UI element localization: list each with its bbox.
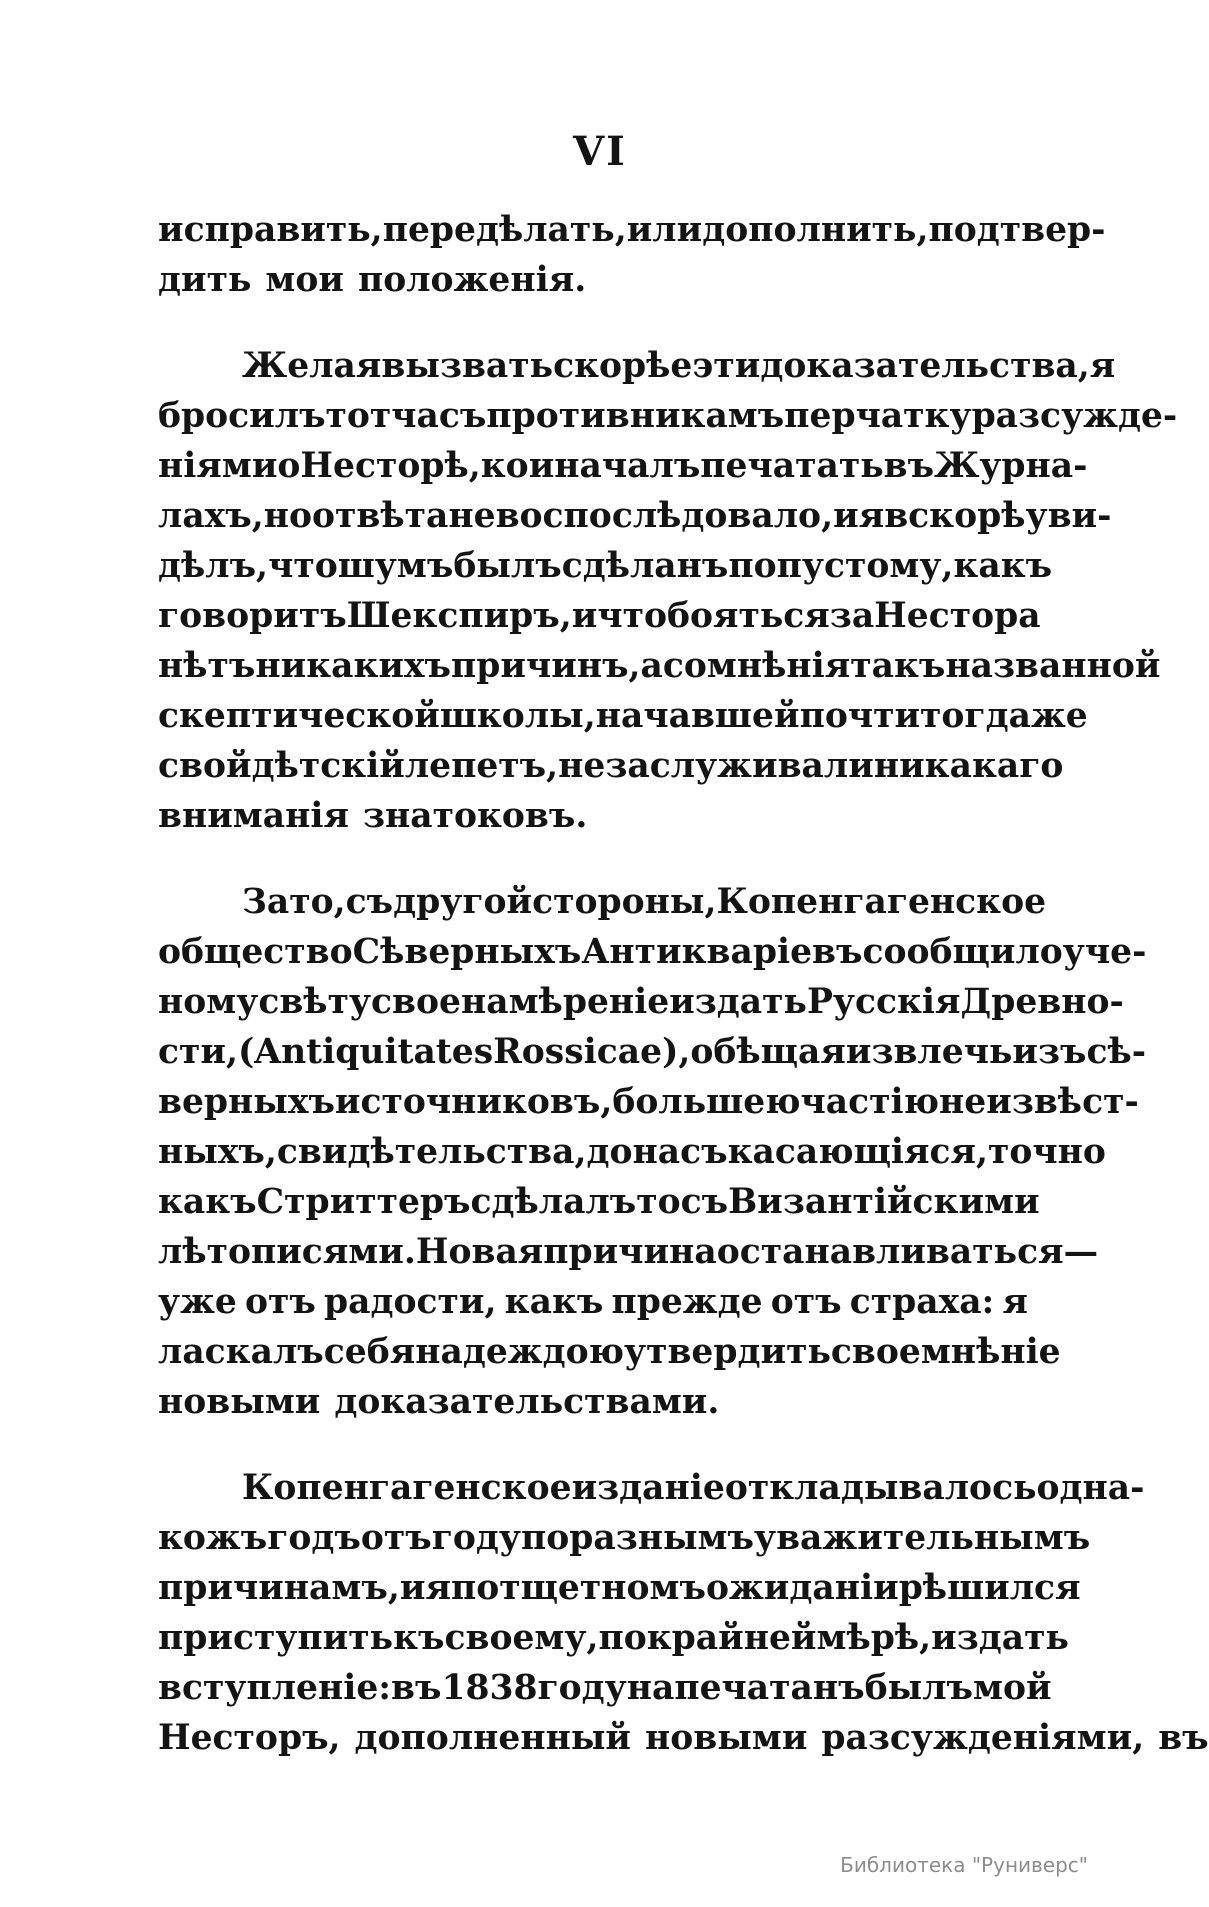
word: верныхъ: [158, 1082, 335, 1122]
paragraph-gap: [158, 841, 1028, 877]
word: Шекспиръ,: [346, 596, 572, 636]
word: къ: [393, 1618, 445, 1658]
word: Желая: [242, 346, 382, 386]
word: по: [728, 546, 777, 586]
word: уважительнымъ: [753, 1518, 1091, 1558]
word: лепетъ,: [404, 746, 559, 786]
word: ніями: [158, 446, 278, 486]
word: свое: [830, 1332, 921, 1372]
word: сообщило: [862, 932, 1063, 972]
word: лахъ,: [158, 496, 264, 536]
word: Журна-: [934, 446, 1088, 486]
word: былъ: [453, 546, 562, 586]
word: тщетномъ: [499, 1568, 706, 1608]
word: году: [431, 1518, 521, 1558]
text-line: [158, 1277, 1028, 1327]
text-line: [158, 1513, 1091, 1563]
word: (Antiquitates: [237, 1032, 494, 1072]
text-line: [158, 1227, 1099, 1277]
word: большею: [612, 1082, 801, 1122]
word: сѣ-: [1086, 1032, 1147, 1072]
word: приступить: [158, 1618, 394, 1658]
word: свое: [371, 982, 461, 1022]
word: останавливаться: [716, 1232, 1064, 1272]
word: насъ: [632, 1132, 728, 1172]
word: Копенгагенское: [242, 1468, 572, 1508]
paragraph-gap: [158, 305, 1028, 341]
word: свой: [158, 746, 252, 786]
library-watermark: Библиотека "Руниверс": [840, 1853, 1088, 1877]
word: Несторѣ,: [300, 446, 481, 486]
text-line: [158, 341, 1116, 391]
word: надеждою: [415, 1332, 624, 1372]
word: то,: [289, 882, 346, 922]
word: причинъ,: [451, 646, 641, 686]
text-line: [158, 1077, 1139, 1127]
word: Стриттеръ: [256, 1182, 471, 1222]
word: или: [626, 210, 703, 250]
text-line: [158, 541, 1053, 591]
text-line: [158, 1327, 1061, 1377]
word: школы,: [439, 696, 596, 736]
word: доказательства,: [760, 346, 1090, 386]
word: въ: [1158, 1718, 1209, 1758]
word: въ: [391, 1668, 442, 1708]
paragraph: [158, 205, 1106, 305]
paragraph: [158, 1463, 1209, 1763]
word: свидѣтельства,: [276, 1132, 587, 1172]
word: новыми: [645, 1718, 808, 1758]
text-column: [158, 205, 1209, 1763]
word: тогда: [920, 696, 1031, 736]
word: не: [448, 496, 496, 536]
word: не: [558, 746, 606, 786]
word: Антикваріевъ: [581, 932, 863, 972]
word: крайней: [646, 1618, 817, 1658]
text-line: [158, 977, 1124, 1027]
word: годъ: [267, 1518, 361, 1558]
word: по: [520, 1518, 570, 1558]
word: радости,: [324, 1282, 497, 1322]
word: Rossicae),: [493, 1032, 691, 1072]
text-line: [158, 391, 1178, 441]
word: съ: [345, 882, 394, 922]
word: по: [450, 1568, 500, 1608]
word: —: [1063, 1232, 1099, 1272]
word: отъ: [770, 1282, 842, 1322]
word: названной: [945, 646, 1161, 686]
word: но: [263, 496, 312, 536]
word: кожъ: [158, 1518, 268, 1558]
word: шумъ: [337, 546, 454, 586]
text-line: [158, 1463, 1145, 1513]
word: дополненный: [354, 1718, 632, 1758]
word: до: [586, 1132, 633, 1172]
word: начавшей: [595, 696, 800, 736]
word: воспослѣдовало,: [495, 496, 834, 536]
word: мѣрѣ,: [816, 1618, 932, 1658]
word: печатать: [700, 446, 884, 486]
word: скептической: [158, 696, 440, 736]
word: а: [640, 646, 663, 686]
word: былъ: [864, 1668, 973, 1708]
word: же: [1030, 696, 1088, 736]
word: Древно-: [960, 982, 1124, 1022]
word: дополнить,: [702, 210, 929, 250]
word: Сѣверныхъ: [352, 932, 582, 972]
word: сомнѣнія: [662, 646, 851, 686]
word: и: [833, 496, 859, 536]
word: исправить,: [158, 210, 383, 250]
word: сдѣланъ: [561, 546, 729, 586]
page-number: VI: [573, 128, 627, 175]
word: напечатанъ: [626, 1668, 865, 1708]
text-line: [158, 441, 1088, 491]
text-line: [158, 205, 1106, 255]
word: источниковъ,: [334, 1082, 613, 1122]
text-line: [158, 741, 1064, 791]
word: разсужденіями,: [821, 1718, 1145, 1758]
text-line: [158, 1613, 1069, 1663]
text-line: [158, 1663, 1052, 1713]
word: нѣтъ: [158, 646, 256, 686]
word: обѣщая: [690, 1032, 846, 1072]
word: утвердить: [624, 1332, 831, 1372]
word: причинамъ,: [158, 1568, 400, 1608]
word: вскорѣ: [884, 496, 1026, 536]
text-line: [158, 591, 1041, 641]
word: какъ: [158, 1182, 257, 1222]
word: своему,: [444, 1618, 599, 1658]
word: передѣлать,: [382, 210, 627, 250]
word: году: [537, 1668, 627, 1708]
paragraph-gap: [158, 1427, 1028, 1463]
word: Нестора: [874, 596, 1041, 636]
text-line: [158, 1177, 1040, 1227]
word: мой: [972, 1668, 1052, 1708]
word: доказательствами.: [334, 1382, 720, 1422]
word: почти: [799, 696, 921, 736]
word: себя: [323, 1332, 416, 1372]
word: уви-: [1025, 496, 1112, 536]
word: кои: [480, 446, 555, 486]
word: новыми: [158, 1382, 321, 1422]
word: въ: [883, 446, 935, 486]
paragraph: [158, 341, 1178, 841]
word: лѣтописями.: [158, 1232, 416, 1272]
word: За: [242, 882, 290, 922]
word: съ: [680, 1182, 729, 1222]
word: никакаго: [873, 746, 1064, 786]
word: извлечь: [845, 1032, 1013, 1072]
word: свѣту: [258, 982, 372, 1022]
word: ожиданіи: [705, 1568, 899, 1608]
text-line: [158, 1563, 1081, 1613]
word: бросилъ: [158, 396, 326, 436]
word: ласкалъ: [158, 1332, 324, 1372]
word: точно: [988, 1132, 1106, 1172]
word: и: [571, 596, 598, 636]
word: неизвѣст-: [939, 1082, 1139, 1122]
word: частію: [800, 1082, 940, 1122]
word: разнымъ: [569, 1518, 754, 1558]
word: я: [1089, 346, 1116, 386]
word: издать: [669, 982, 807, 1022]
word: Новая: [415, 1232, 544, 1272]
word: то: [636, 1182, 681, 1222]
word: за: [829, 596, 875, 636]
word: отъ: [360, 1518, 432, 1558]
word: эти: [692, 346, 761, 386]
word: что: [268, 546, 338, 586]
text-line: [158, 927, 1147, 977]
word: прежде: [611, 1282, 763, 1322]
text-line: [158, 877, 1047, 927]
word: сти,: [158, 1032, 238, 1072]
word: знатоковъ.: [362, 796, 588, 836]
word: 1838: [441, 1668, 538, 1708]
word: по: [598, 1618, 647, 1658]
word: откладывалось: [724, 1468, 1037, 1508]
word: рѣшился: [898, 1568, 1081, 1608]
word: какъ: [953, 546, 1053, 586]
text-line: [158, 1127, 1106, 1177]
word: отъ: [245, 1282, 316, 1322]
word: подтвер-: [928, 210, 1106, 250]
word: общество: [158, 932, 353, 972]
word: никакихъ: [255, 646, 452, 686]
word: разсужде-: [971, 396, 1178, 436]
word: началъ: [554, 446, 701, 486]
word: что: [597, 596, 667, 636]
paragraph: [158, 877, 1147, 1427]
word: намѣреніе: [460, 982, 670, 1022]
text-line: [158, 491, 1112, 541]
word: бояться: [667, 596, 830, 636]
word: отвѣта: [312, 496, 449, 536]
word: причина: [543, 1232, 717, 1272]
text-line: [158, 791, 1028, 841]
word: ныхъ,: [158, 1132, 277, 1172]
text-line: [158, 691, 1088, 741]
word: пустому,: [776, 546, 954, 586]
word: изданіе: [571, 1468, 725, 1508]
word: противникамъ: [486, 396, 785, 436]
word: и: [399, 1568, 426, 1608]
word: мои: [265, 260, 344, 300]
word: Копенгагенское: [716, 882, 1047, 922]
word: стороны,: [532, 882, 717, 922]
word: Русскія: [806, 982, 961, 1022]
word: издать: [931, 1618, 1069, 1658]
word: тотчасъ: [325, 396, 487, 436]
word: скорѣе: [553, 346, 693, 386]
word: я: [1002, 1282, 1028, 1322]
text-line: [158, 641, 1161, 691]
word: о: [277, 446, 301, 486]
word: уче-: [1062, 932, 1147, 972]
word: перчатку: [784, 396, 972, 436]
word: положенія.: [357, 260, 587, 300]
word: Несторъ,: [158, 1718, 341, 1758]
text-line: [158, 255, 1028, 305]
word: дить: [158, 260, 252, 300]
word: уже: [158, 1282, 237, 1322]
word: вниманія: [158, 796, 349, 836]
text-line: [158, 1377, 1028, 1427]
word: мнѣніе: [920, 1332, 1061, 1372]
text-line: [158, 1713, 1209, 1763]
word: касающіяся,: [727, 1132, 989, 1172]
word: ному: [158, 982, 259, 1022]
word: сдѣлалъ: [470, 1182, 637, 1222]
word: я: [858, 496, 885, 536]
word: какъ: [504, 1282, 604, 1322]
word: такъ: [850, 646, 946, 686]
word: одна-: [1036, 1468, 1145, 1508]
word: говоритъ: [158, 596, 347, 636]
word: заслуживали: [605, 746, 874, 786]
word: дѣтскій: [251, 746, 405, 786]
text-line: [158, 1027, 1147, 1077]
word: я: [425, 1568, 451, 1608]
word: страха:: [849, 1282, 995, 1322]
word: дѣлъ,: [158, 546, 269, 586]
word: вступленіе:: [158, 1668, 392, 1708]
word: изъ: [1012, 1032, 1087, 1072]
word: другой: [393, 882, 533, 922]
word: Византійскими: [728, 1182, 1040, 1222]
word: вызвать: [381, 346, 554, 386]
